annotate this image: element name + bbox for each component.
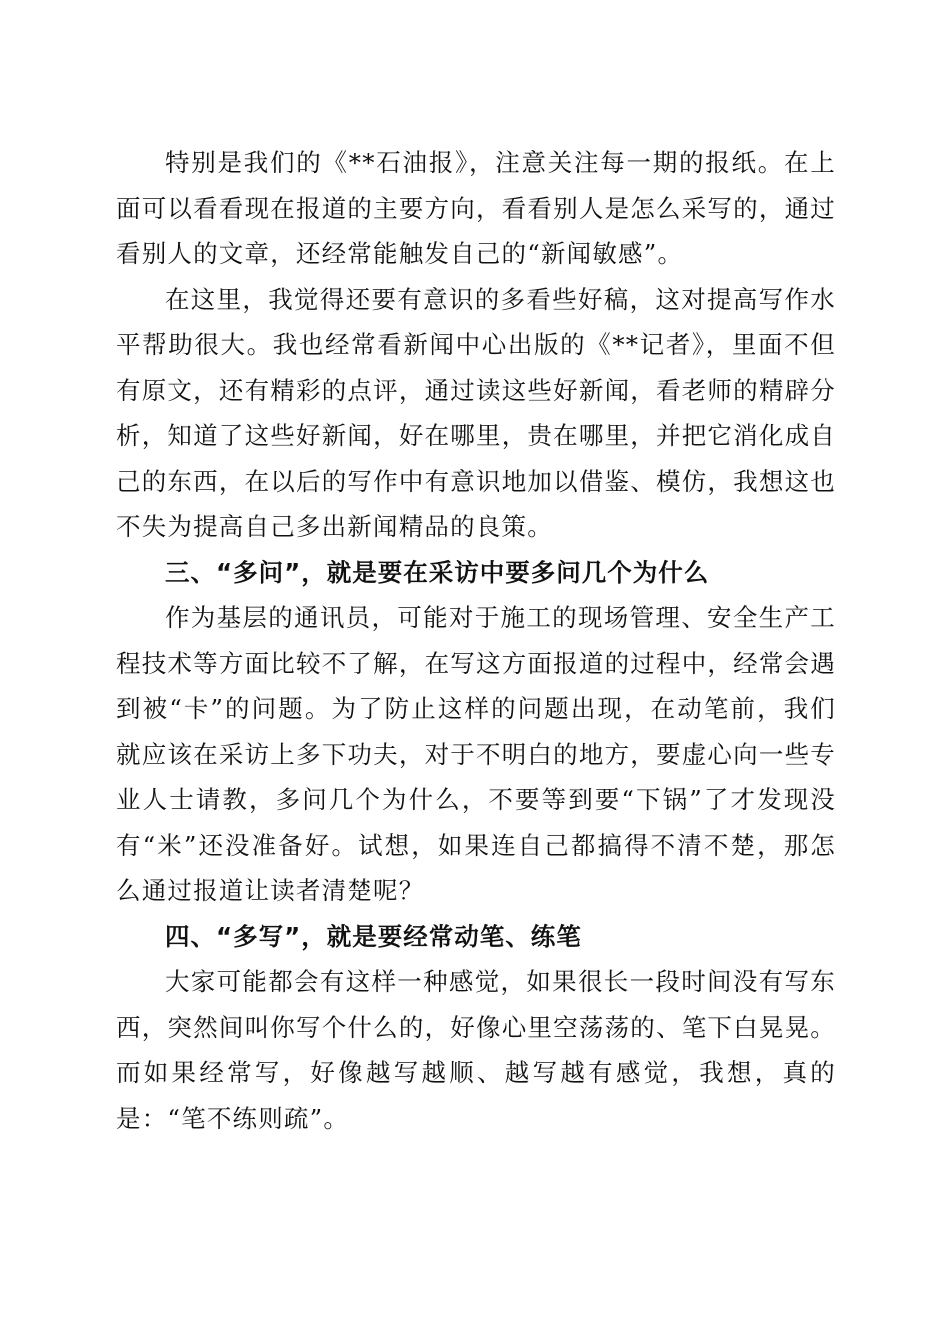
paragraph-good-articles: 在这里，我觉得还要有意识的多看些好稿，这对提高写作水平帮助很大。我也经常看新闻中心出版的《**记者》，里面不但有原文，还有精彩的点评，通过读这些好新闻，看老师的精辟分析，知道了这些好新闻，好在哪里，贵在哪里，并把它消化成自己的东西，在以后的写作中有意识地加以借鉴、模仿，我想这也不失为提高自己多出新闻精品的良策。 xyxy=(116,284,836,541)
section-heading-write: 四、“多写”，就是要经常动笔、练笔 xyxy=(165,921,582,951)
paragraph-ask: 作为基层的通讯员，可能对于施工的现场管理、安全生产工程技术等方面比较不了解，在写这方面报道的过程中，经常会遇到被“卡”的问题。为了防止这样的问题出现，在动笔前，我们就应该在采访上多下功夫，对于不明白的地方，要虚心向一些专业人士请教，多问几个为什么，不要等到要“下锅”了才发现没有“米”还没准备好。试想，如果连自己都搞得不清不楚，那怎么通过报道让读者清楚呢？ xyxy=(116,603,836,905)
section-heading-ask: 三、“多问”，就是要在采访中要多问几个为什么 xyxy=(165,557,710,587)
paragraph-write: 大家可能都会有这样一种感觉，如果很长一段时间没有写东西，突然间叫你写个什么的，好像心里空荡荡的、笔下白晃晃。而如果经常写，好像越写越顺、越写越有感觉，我想，真的是：“笔不练则疏”。 xyxy=(116,967,836,1133)
document-body xyxy=(116,140,836,1141)
paragraph-newspaper: 特别是我们的《**石油报》，注意关注每一期的报纸。在上面可以看看现在报道的主要方向，看看别人是怎么采写的，通过看别人的文章，还经常能触发自己的“新闻敏感”。 xyxy=(116,148,836,268)
